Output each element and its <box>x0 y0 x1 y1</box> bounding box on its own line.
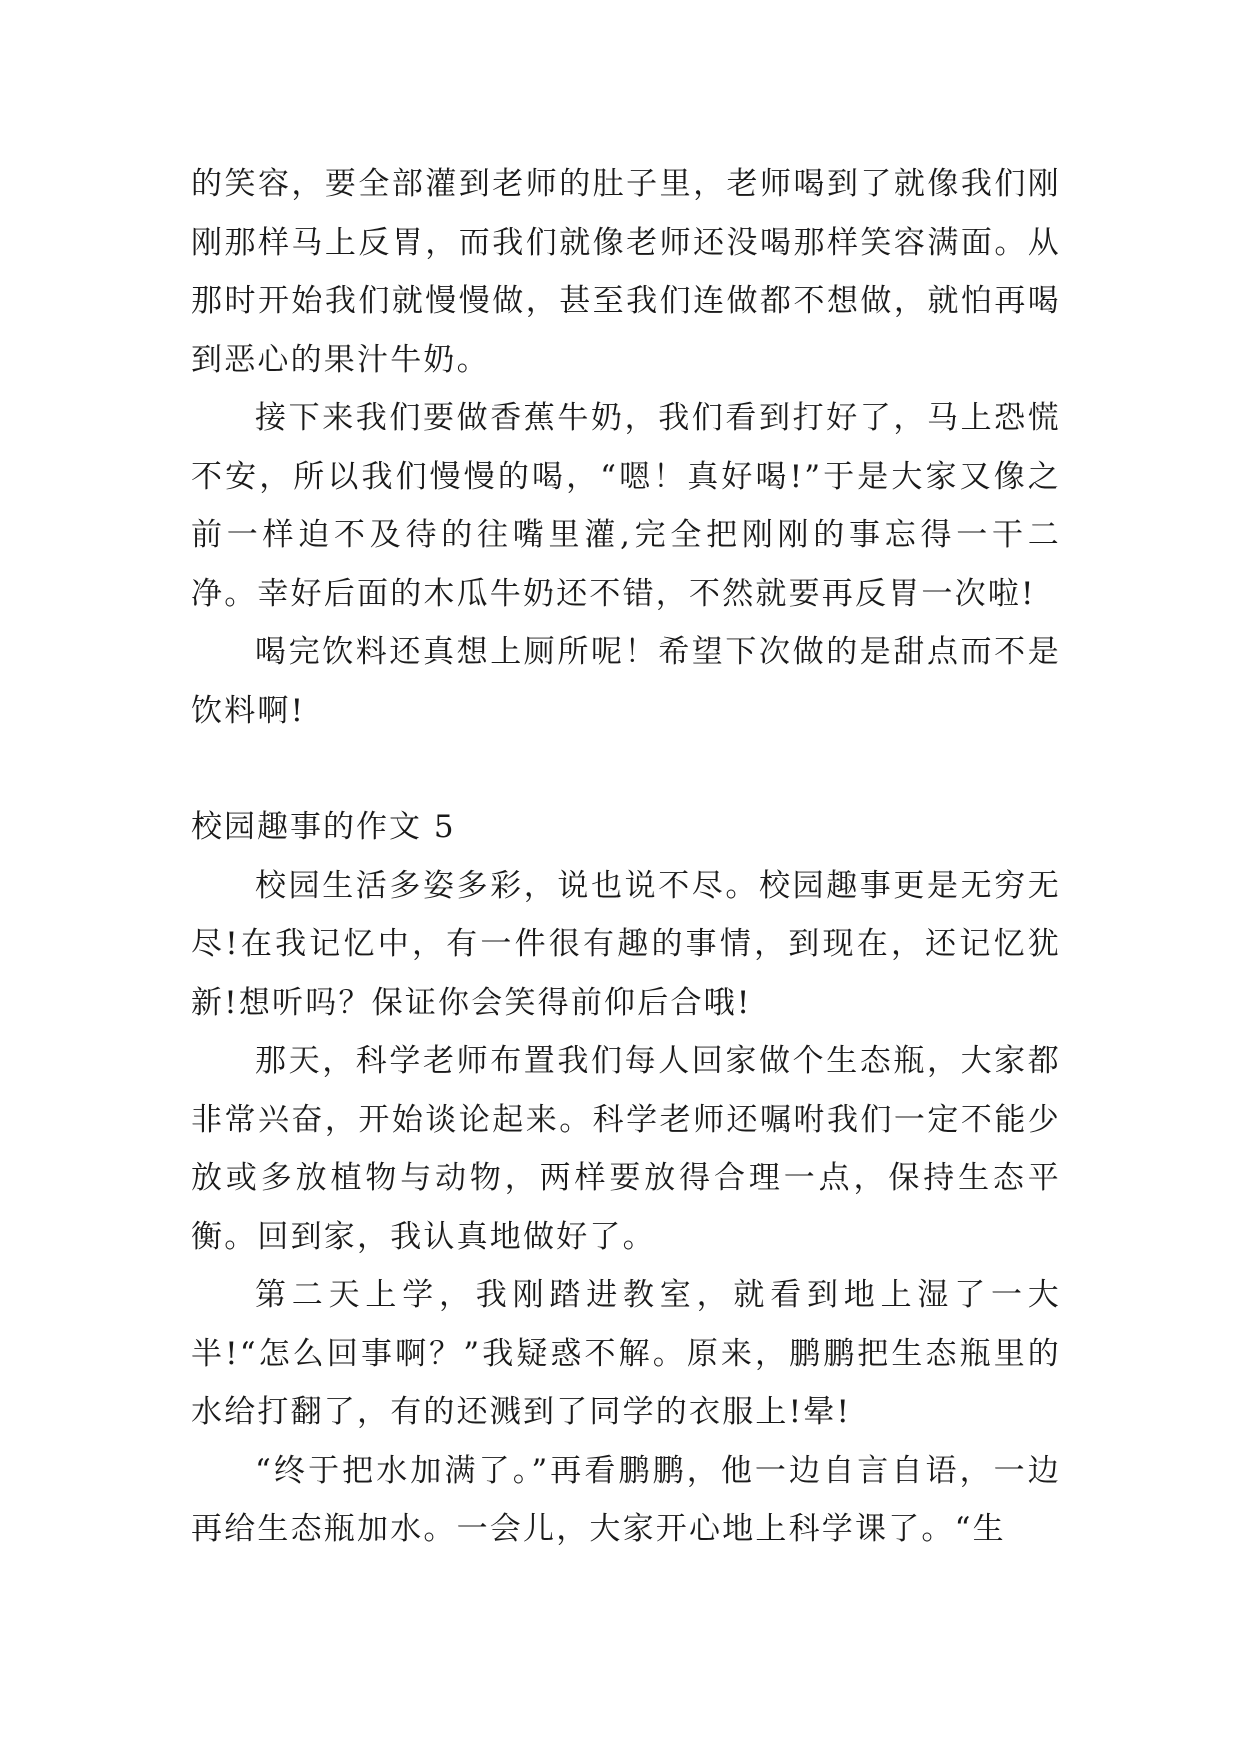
paragraph: 校园生活多姿多彩，说也说不尽。校园趣事更是无穷无尽!在我记忆中，有一件很有趣的事情，到现在，还记忆犹新!想听吗？保证你会笑得前仰后合哦! <box>191 867 1061 1021</box>
paragraph: 喝完饮料还真想上厕所呢！希望下次做的是甜点而不是饮料啊! <box>191 634 1061 729</box>
essay-heading: 校园趣事的作文 5 <box>191 809 456 845</box>
paragraph: “终于把水加满了。”再看鹏鹏，他一边自言自语，一边再给生态瓶加水。一会儿，大家开心地上科学课了。“生 <box>191 1452 1061 1547</box>
document-body <box>191 155 1061 1559</box>
paragraph: 第二天上学，我刚踏进教室，就看到地上湿了一大半!“怎么回事啊？”我疑惑不解。原来，鹏鹏把生态瓶里的水给打翻了，有的还溅到了同学的衣服上!晕! <box>191 1277 1061 1430</box>
paragraph-continued: 的笑容，要全部灌到老师的肚子里，老师喝到了就像我们刚刚那样马上反胃，而我们就像老师还没喝那样笑容满面。从那时开始我们就慢慢做，甚至我们连做都不想做，就怕再喝到恶心的果汁牛奶。 <box>191 166 1061 378</box>
paragraph: 接下来我们要做香蕉牛奶，我们看到打好了，马上恐慌不安，所以我们慢慢的喝，“嗯！真好喝!”于是大家又像之前一样迫不及待的往嘴里灌,完全把刚刚的事忘得一干二净。幸好后面的木瓜牛奶还不错，不然就要再反胃一次啦! <box>191 400 1061 612</box>
paragraph: 那天，科学老师布置我们每人回家做个生态瓶，大家都非常兴奋，开始谈论起来。科学老师还嘱咐我们一定不能少放或多放植物与动物，两样要放得合理一点，保持生态平衡。回到家，我认真地做好了。 <box>191 1043 1061 1255</box>
